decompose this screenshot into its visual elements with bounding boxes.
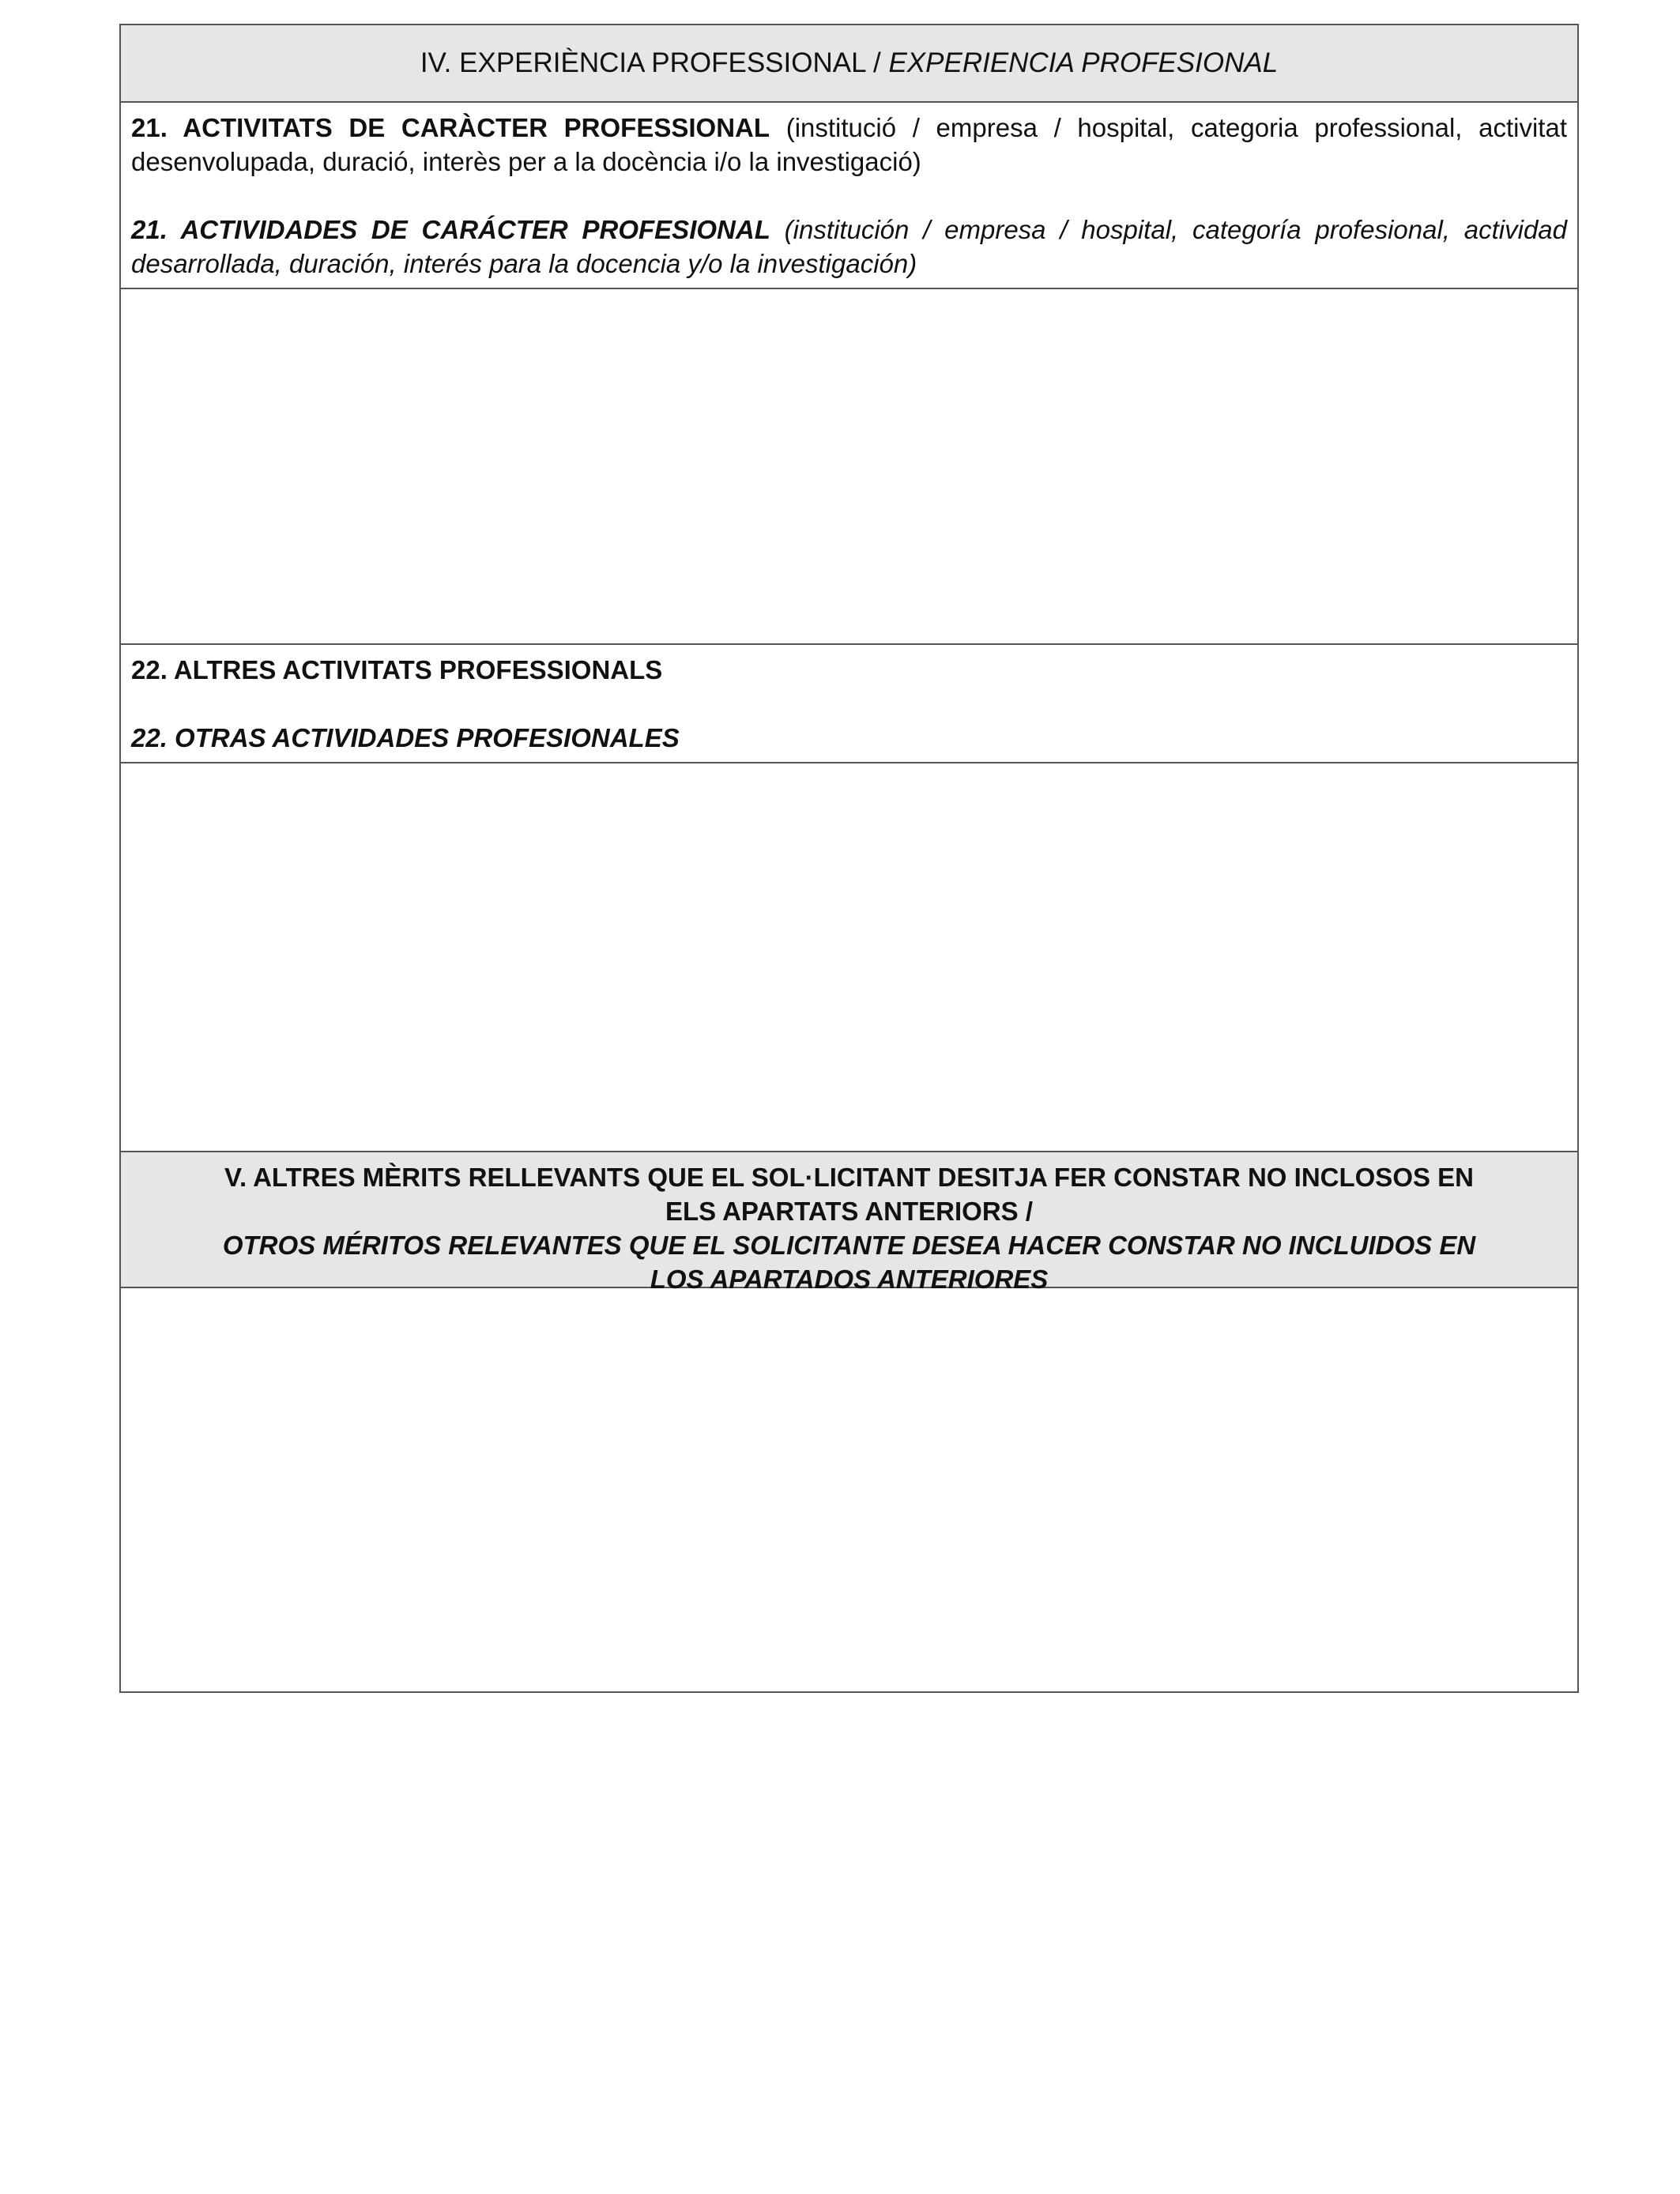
item-22-heading-es: 22. OTRAS ACTIVIDADES PROFESIONALES <box>131 723 680 752</box>
item-21-text-ca <box>131 111 1567 179</box>
section-v-title-ca-line2: ELS APARTATS ANTERIORS / <box>665 1197 1034 1226</box>
item-22-label <box>121 645 1577 763</box>
merits-form-table <box>119 24 1579 1693</box>
section-v-answer-field[interactable] <box>121 1288 1577 1691</box>
item-21-label <box>121 103 1577 289</box>
section-v-title-es-line1: OTROS MÉRITOS RELEVANTES QUE EL SOLICITANTE DESEA HACER CONSTAR NO INCLUIDOS EN <box>222 1231 1476 1260</box>
section-iv-title-ca: IV. EXPERIÈNCIA PROFESSIONAL / <box>420 47 881 78</box>
item-22-answer-field[interactable] <box>121 763 1577 1152</box>
item-21-detail-es: (institución / empresa / hospital, categoría profesional, actividad desarrollada, duración, interés para la docencia y/o la investigación) <box>131 215 1568 278</box>
section-iv-title-es: EXPERIENCIA PROFESIONAL <box>888 47 1279 78</box>
item-21-detail-ca: (institució / empresa / hospital, categoria professional, activitat desenvolupada, duració, interès per a la docència i/o la investigació) <box>131 113 1568 176</box>
item-21-heading-es: 21. ACTIVIDADES DE CARÁCTER PROFESIONAL <box>131 215 770 244</box>
section-v-title-ca-line1: V. ALTRES MÈRITS RELLEVANTS QUE EL SOL·LICITANT DESITJA FER CONSTAR NO INCLOSOS EN <box>224 1163 1475 1192</box>
item-21-heading-ca: 21. ACTIVITATS DE CARÀCTER PROFESSIONAL <box>131 113 770 142</box>
section-v-header <box>121 1152 1577 1294</box>
item-21-text-es <box>131 213 1567 281</box>
item-22-heading-ca: 22. ALTRES ACTIVITATS PROFESSIONALS <box>131 655 663 684</box>
section-v-title-es-line2: LOS APARTADOS ANTERIORES <box>650 1265 1049 1294</box>
section-iv-header <box>121 25 1577 103</box>
item-21-answer-field[interactable] <box>121 289 1577 645</box>
